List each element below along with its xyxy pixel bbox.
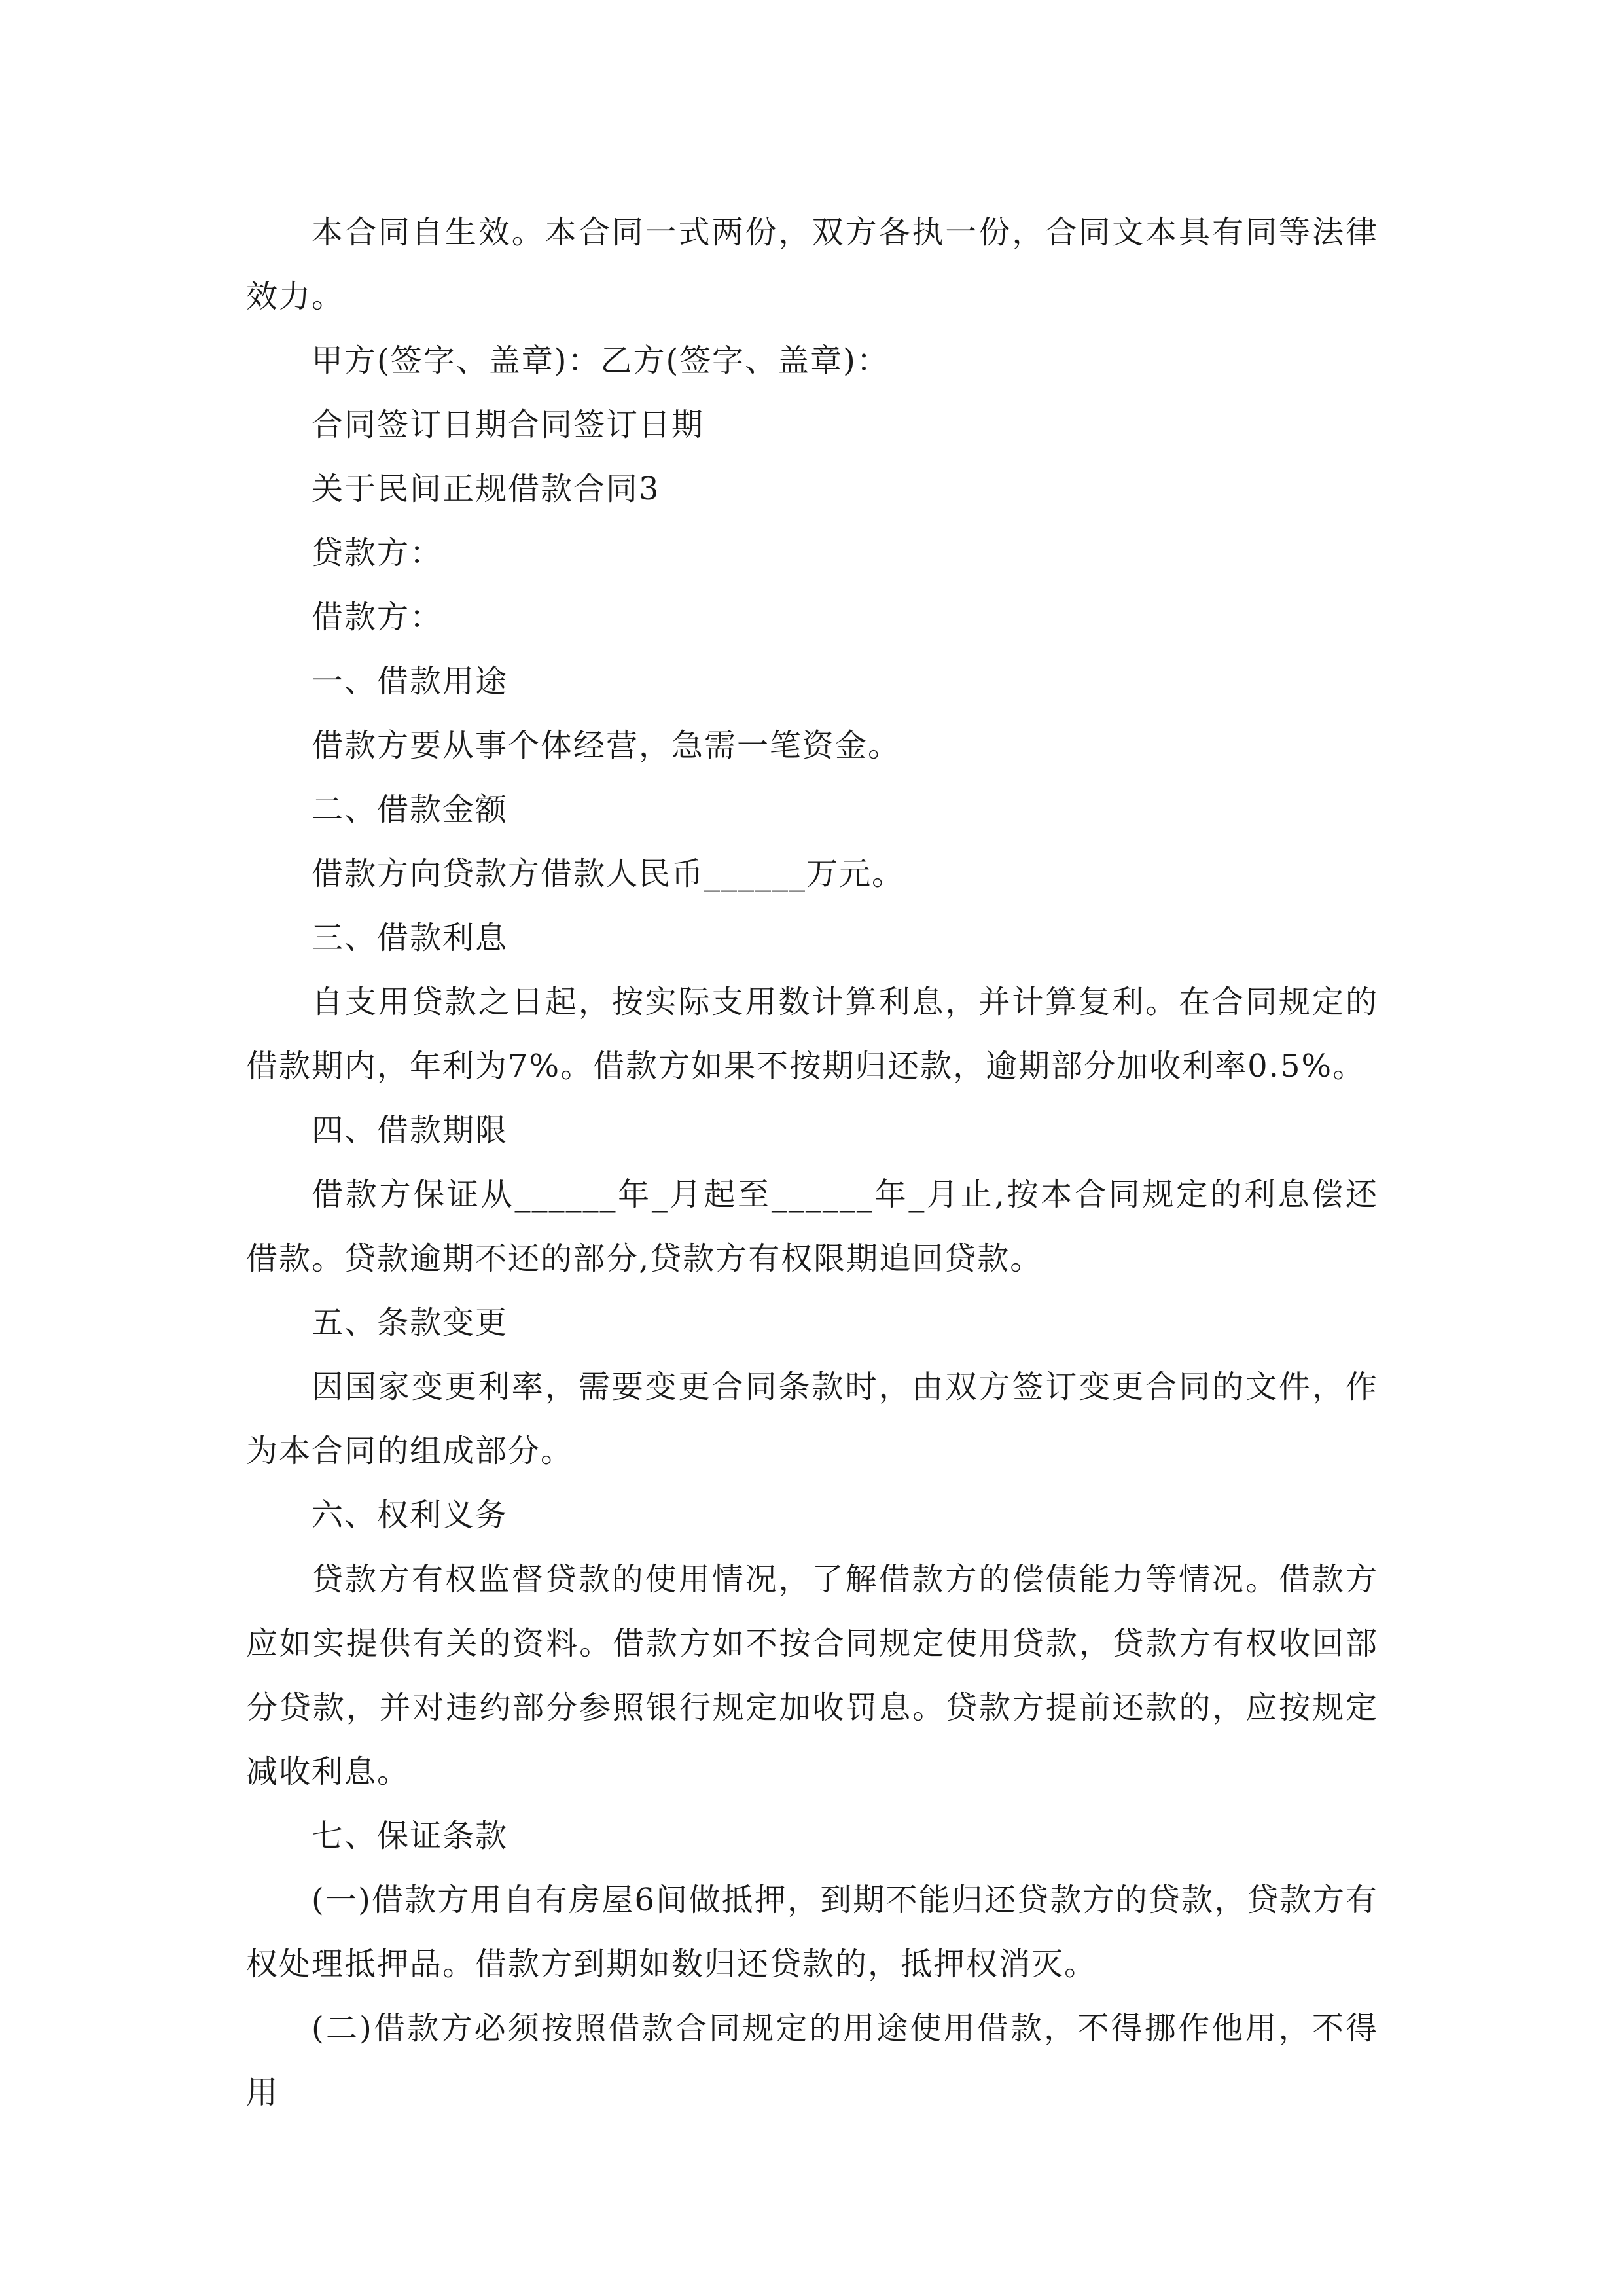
section-heading-rights: 六、权利义务 xyxy=(312,1497,508,1534)
paragraph-amount: 借款方向贷款方借款人民币______万元。 xyxy=(312,855,905,892)
paragraph-effectiveness: 本合同自生效。本合同一式两份，双方各执一份，合同文本具有同等法律效力。 xyxy=(246,214,1378,315)
section-heading-guarantee: 七、保证条款 xyxy=(312,1818,508,1854)
section-heading-interest: 三、借款利息 xyxy=(312,920,508,956)
contract-title: 关于民间正规借款合同3 xyxy=(312,471,660,507)
lender-line: 贷款方： xyxy=(312,535,443,571)
section-heading-amount: 二、借款金额 xyxy=(312,791,508,828)
section-heading-changes: 五、条款变更 xyxy=(312,1304,508,1341)
paragraph-guarantee-1: (一)借款方用自有房屋6间做抵押，到期不能归还贷款方的贷款，贷款方有权处理抵押品。借款方到期如数归还贷款的，抵押权消灭。 xyxy=(246,1882,1378,1982)
paragraph-guarantee-2: (二)借款方必须按照借款合同规定的用途使用借款，不得挪作他用，不得用 xyxy=(246,2010,1378,2111)
paragraph-sign-date: 合同签订日期合同签订日期 xyxy=(312,406,705,443)
borrower-line: 借款方： xyxy=(312,599,443,636)
paragraph-rights: 贷款方有权监督贷款的使用情况，了解借款方的偿债能力等情况。借款方应如实提供有关的资料。借款方如不按合同规定使用贷款，贷款方有权收回部分贷款，并对违约部分参照银行规定加收罚息。贷款方提前还款的，应按规定减收利息。 xyxy=(246,1561,1378,1790)
section-heading-purpose: 一、借款用途 xyxy=(312,663,508,700)
paragraph-signatures: 甲方(签字、盖章)：乙方(签字、盖章)： xyxy=(312,342,889,379)
paragraph-purpose: 借款方要从事个体经营，急需一笔资金。 xyxy=(312,727,901,764)
document-body xyxy=(246,200,1378,2125)
paragraph-interest: 自支用贷款之日起，按实际支用数计算利息，并计算复利。在合同规定的借款期内，年利为7%。借款方如果不按期归还款，逾期部分加收利率0.5%。 xyxy=(246,984,1378,1085)
paragraph-changes: 因国家变更利率，需要变更合同条款时，由双方签订变更合同的文件，作为本合同的组成部分。 xyxy=(246,1369,1378,1469)
section-heading-term: 四、借款期限 xyxy=(312,1112,508,1149)
paragraph-term: 借款方保证从______年_月起至______年_月止,按本合同规定的利息偿还借款。贷款逾期不还的部分,贷款方有权限期追回贷款。 xyxy=(246,1176,1378,1277)
